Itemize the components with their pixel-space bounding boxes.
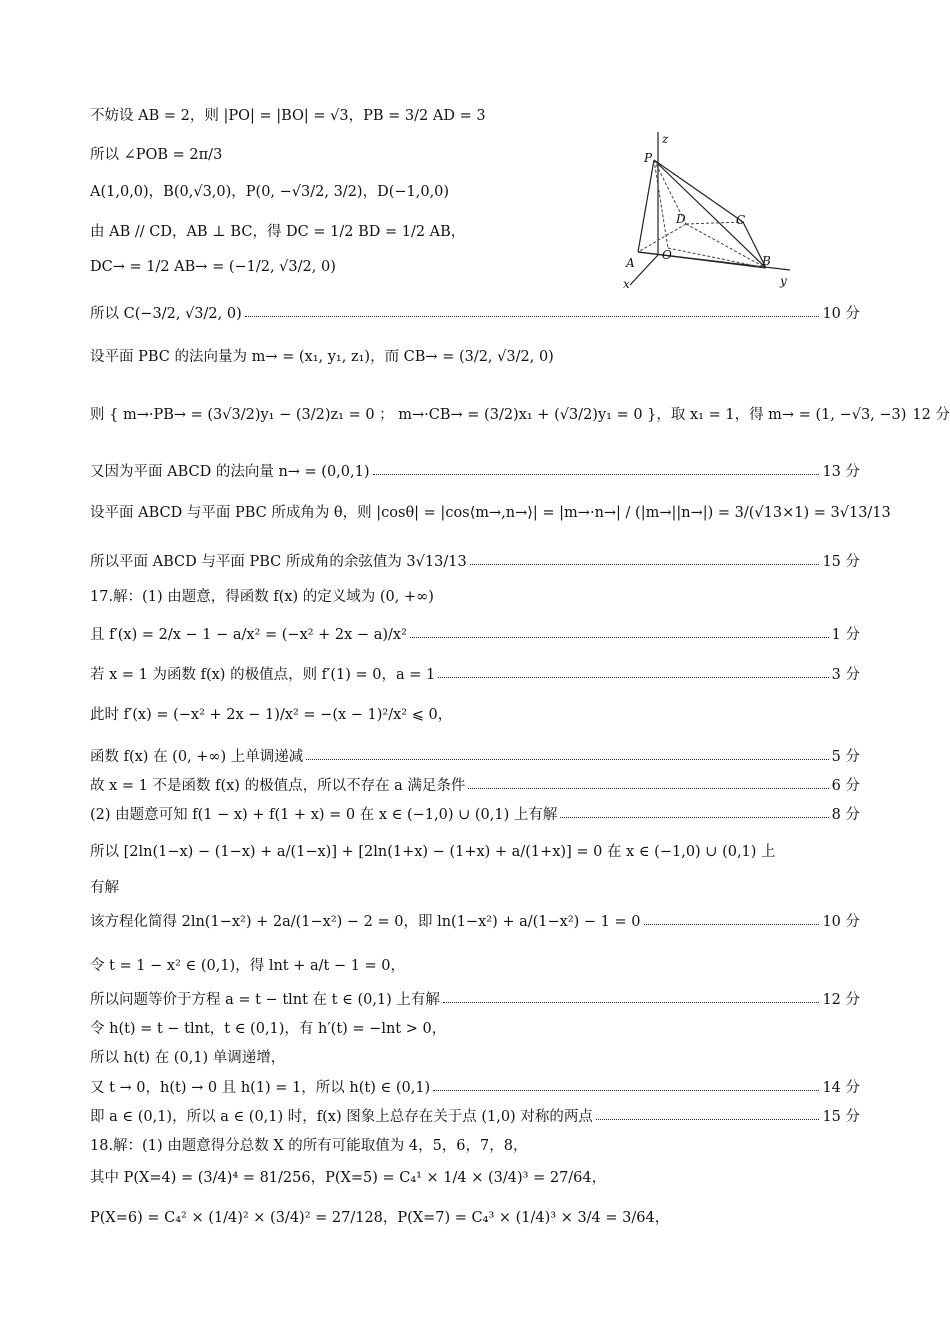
leader-dots	[560, 817, 828, 818]
score: 15 分	[822, 1109, 860, 1125]
line-5: DC→ = 1/2 AB→ = (−1/2, √3/2, 0)	[90, 259, 336, 275]
line-6: 所以 C(−3/2, √3/2, 0) 10 分	[90, 302, 860, 323]
line-13: 且 f′(x) = 2/x − 1 − a/x² = (−x² + 2x − a)/x² 1 分	[90, 623, 860, 644]
line-3: A(1,0,0)，B(0,√3,0)，P(0, −√3/2, 3/2)，D(−1,0,0)	[90, 184, 450, 200]
line-10: 设平面 ABCD 与平面 PBC 所成角为 θ，则 |cosθ| = |cos⟨m→,n→⟩| = |m→·n→| / (|m→||n→|) = 3/(√13×1) = 3√13/13	[90, 505, 891, 521]
leader-dots	[470, 564, 820, 565]
pyramid-figure	[618, 130, 803, 290]
label-x: x	[623, 277, 630, 290]
line-14: 若 x = 1 为函数 f(x) 的极值点，则 f′(1) = 0，a = 1 3 分	[90, 663, 860, 684]
score: 6 分	[831, 778, 860, 794]
score: 8 分	[831, 807, 860, 823]
leader-dots	[245, 316, 820, 317]
edge-AB	[638, 252, 766, 268]
line-17: 故 x = 1 不是函数 f(x) 的极值点，所以不存在 a 满足条件 6 分	[90, 774, 860, 795]
score: 10 分	[822, 306, 860, 322]
score: 5 分	[831, 749, 860, 765]
score: 12 分	[822, 992, 860, 1008]
line-2: 所以 ∠POB = 2π/3	[90, 147, 223, 163]
label-z: z	[662, 132, 669, 146]
score: 12 分	[912, 407, 950, 423]
line-26: 又 t → 0，h(t) → 0 且 h(1) = 1，所以 h(t) ∈ (0,1) 14 分	[90, 1076, 860, 1097]
label-C: C	[736, 213, 746, 227]
leader-dots	[373, 474, 820, 475]
line-23: 所以问题等价于方程 a = t − tlnt 在 t ∈ (0,1) 上有解 12 分	[90, 988, 860, 1009]
line-8: 则 { m→·PB→ = (3√3/2)y₁ − (3/2)z₁ = 0 ； m→·CB→ = (3/2)x₁ + (√3/2)y₁ = 0 }，取 x₁ = 1，得 m→ = (1, −√3, −3) 12 分	[90, 403, 860, 424]
line-7: 设平面 PBC 的法向量为 m→ = (x₁, y₁, z₁)，而 CB→ = (3/2, √3/2, 0)	[90, 349, 554, 365]
leader-dots	[306, 759, 828, 760]
line-24: 令 h(t) = t − tlnt，t ∈ (0,1)，有 h′(t) = −lnt > 0，	[90, 1021, 447, 1037]
line-20: 有解	[90, 880, 119, 896]
line-21: 该方程化简得 2ln(1−x²) + 2a/(1−x²) − 2 = 0，即 ln(1−x²) + a/(1−x²) − 1 = 0 10 分	[90, 910, 860, 931]
edge-DB	[686, 224, 766, 268]
line-12: 17.解：(1) 由题意，得函数 f(x) 的定义域为 (0, +∞)	[90, 589, 434, 605]
score: 3 分	[831, 667, 860, 683]
leader-dots	[438, 677, 828, 678]
score: 15 分	[822, 554, 860, 570]
leader-dots	[596, 1119, 820, 1120]
line-9: 又因为平面 ABCD 的法向量 n→ = (0,0,1) 13 分	[90, 460, 860, 481]
score: 10 分	[822, 914, 860, 930]
line-18: (2) 由题意可知 f(1 − x) + f(1 + x) = 0 在 x ∈ (−1,0) ∪ (0,1) 上有解 8 分	[90, 803, 860, 824]
leader-dots	[410, 637, 829, 638]
score: 14 分	[822, 1080, 860, 1096]
edge-PA	[638, 160, 654, 252]
leader-dots	[443, 1002, 820, 1003]
score: 1 分	[831, 627, 860, 643]
label-P: P	[644, 151, 653, 165]
line-29: 其中 P(X=4) = (3/4)⁴ = 81/256，P(X=5) = C₄¹ × 1/4 × (3/4)³ = 27/64，	[90, 1170, 607, 1186]
leader-dots	[433, 1090, 819, 1091]
line-27: 即 a ∈ (0,1)，所以 a ∈ (0,1) 时，f(x) 图象上总存在关于点 (1,0) 对称的两点 15 分	[90, 1105, 860, 1126]
line-15: 此时 f′(x) = (−x² + 2x − 1)/x² = −(x − 1)²/x² ⩽ 0，	[90, 707, 453, 723]
line-11: 所以平面 ABCD 与平面 PBC 所成角的余弦值为 3√13/13 15 分	[90, 550, 860, 571]
line-28: 18.解：(1) 由题意得分总数 X 的所有可能取值为 4，5，6，7，8，	[90, 1138, 528, 1154]
line-4: 由 AB // CD，AB ⊥ BC，得 DC = 1/2 BD = 1/2 AB，	[90, 224, 466, 240]
edge-PC	[654, 160, 743, 222]
line-22: 令 t = 1 − x² ∈ (0,1)，得 lnt + a/t − 1 = 0，	[90, 958, 406, 974]
segment-PO	[654, 160, 668, 248]
line-16: 函数 f(x) 在 (0, +∞) 上单调递减 5 分	[90, 745, 860, 766]
leader-dots	[468, 788, 828, 789]
line-30: P(X=6) = C₄² × (1/4)² × (3/4)² = 27/128，P(X=7) = C₄³ × (1/4)³ × 3/4 = 3/64，	[90, 1210, 670, 1226]
leader-dots	[644, 924, 820, 925]
label-D: D	[676, 212, 686, 226]
line-1: 不妨设 AB = 2，则 |PO| = |BO| = √3，PB = 3/2 AD = 3	[90, 108, 486, 124]
label-A: A	[626, 256, 635, 270]
score: 13 分	[822, 464, 860, 480]
edge-DC	[686, 222, 743, 224]
label-y: y	[780, 274, 787, 288]
line-19: 所以 [2ln(1−x) − (1−x) + a/(1−x)] + [2ln(1+x) − (1+x) + a/(1+x)] = 0 在 x ∈ (−1,0) ∪ (0,1) 上	[90, 844, 776, 860]
label-B: B	[762, 254, 771, 268]
line-25: 所以 h(t) 在 (0,1) 单调递增，	[90, 1050, 286, 1066]
label-O: O	[662, 248, 672, 262]
